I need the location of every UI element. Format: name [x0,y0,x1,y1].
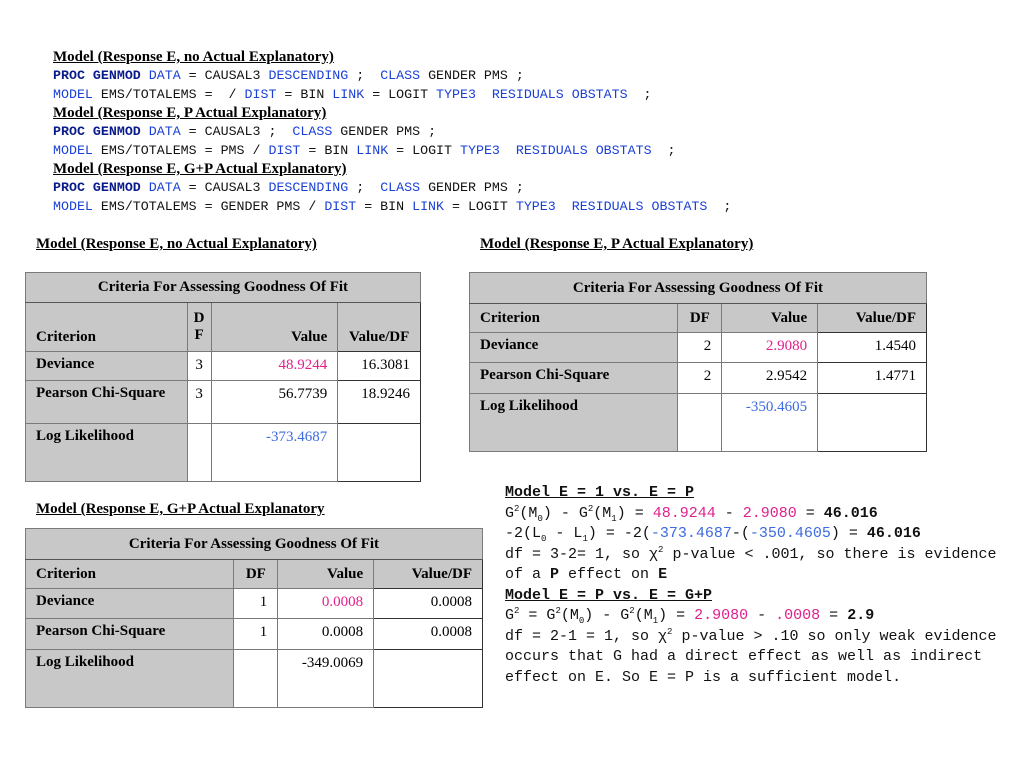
table1-title: Model (Response E, no Actual Explanatory) [36,236,317,252]
col-header-df: DF [234,560,278,589]
col-header-df: D F [187,303,211,352]
cell-value: 2.9542 [722,363,818,394]
row-label-deviance: Deviance [470,333,678,363]
cell-value-deviance: 48.9244 [211,352,338,381]
col-header-df: DF [678,304,722,333]
model1-code-heading: Model (Response E, no Actual Explanatory) [53,49,334,65]
row-label-pearson: Pearson Chi-Square [26,619,234,650]
comparison2-g2-line: $G^2 = G^2(M_0) - G^2(M_1) = 2.9080 - .0008 = 2.9$ [505,606,875,626]
gof-table-model1 [25,272,421,482]
table2-title: Model (Response E, P Actual Explanatory) [480,236,754,252]
cell-df [187,424,211,482]
cell-df: 2 [678,333,722,363]
cell-df: 3 [187,352,211,381]
model1-model-line: MODEL EMS/TOTALEMS = / DIST = BIN LINK = LOGIT TYPE3 RESIDUALS OBSTATS ; [53,87,652,102]
model2-model-line: MODEL EMS/TOTALEMS = PMS / DIST = BIN LINK = LOGIT TYPE3 RESIDUALS OBSTATS ; [53,143,676,158]
col-header-value-df: Value/DF [338,303,421,352]
comparison1-g2-line: $G^2(M_0) - G^2(M_1) = 48.9244 - 2.9080 = 46.016$ [505,503,878,524]
row-label-log-likelihood: Log Likelihood [470,394,678,452]
cell-value-df [374,650,483,708]
cell-value-deviance: 2.9080 [722,333,818,363]
cell-value-df: 1.4540 [818,333,927,363]
cell-value-df: 16.3081 [338,352,421,381]
row-label-deviance: Deviance [26,589,234,619]
col-header-value: Value [278,560,374,589]
cell-df: 1 [234,619,278,650]
cell-df [678,394,722,452]
col-header-value: Value [211,303,338,352]
comparison1-conclusion: df = 3-2= 1, so $\chi^2$ p-value < .001, so there is evidence of a P effect on E [505,544,997,583]
model3-code-heading: Model (Response E, G+P Actual Explanatory) [53,161,347,177]
comparison1-heading: Model E = 1 vs. E = P [505,484,695,501]
cell-value-log-likelihood: -350.4605 [722,394,818,452]
cell-value-df [818,394,927,452]
cell-value-df: 1.4771 [818,363,927,394]
table-caption: Criteria For Assessing Goodness Of Fit [26,273,421,303]
col-header-criterion: Criterion [26,303,188,352]
model2-proc-line: PROC GENMOD DATA = CAUSAL3 ; CLASS GENDER PMS ; [53,124,437,139]
cell-df: 3 [187,381,211,424]
cell-df [234,650,278,708]
table-caption: Criteria For Assessing Goodness Of Fit [26,529,483,560]
cell-df: 1 [234,589,278,619]
col-header-value-df: Value/DF [818,304,927,333]
table3-title: Model (Response E, G+P Actual Explanatory [36,501,325,517]
cell-value-df: 0.0008 [374,619,483,650]
cell-value: 0.0008 [278,619,374,650]
cell-df: 2 [678,363,722,394]
cell-value-df: 0.0008 [374,589,483,619]
col-header-value-df: Value/DF [374,560,483,589]
col-header-value: Value [722,304,818,333]
comparison2-conclusion: df = 2-1 = 1, so $\chi^2$ p-value > .10 so only weak evidence occurs that G had a direct effect as well as indirect effect on E. So E = P is a sufficient model. [505,626,997,686]
row-label-pearson: Pearson Chi-Square [470,363,678,394]
model3-model-line: MODEL EMS/TOTALEMS = GENDER PMS / DIST = BIN LINK = LOGIT TYPE3 RESIDUALS OBSTATS ; [53,199,732,214]
comparison2-heading: Model E = P vs. E = G+P [505,586,713,604]
cell-value-log-likelihood: -349.0069 [278,650,374,708]
col-header-criterion: Criterion [470,304,678,333]
gof-table-model2 [469,272,927,452]
table-caption: Criteria For Assessing Goodness Of Fit [470,273,927,304]
model1-proc-line: PROC GENMOD DATA = CAUSAL3 DESCENDING ; CLASS GENDER PMS ; [53,68,524,83]
gof-table-model3 [25,528,483,708]
model2-code-heading: Model (Response E, P Actual Explanatory) [53,105,327,121]
cell-value-log-likelihood: -373.4687 [211,424,338,482]
row-label-pearson: Pearson Chi-Square [26,381,188,424]
cell-value-df: 18.9246 [338,381,421,424]
sas-code-block [53,48,1013,216]
model3-proc-line: PROC GENMOD DATA = CAUSAL3 DESCENDING ; CLASS GENDER PMS ; [53,180,524,195]
cell-value-df [338,424,421,482]
cell-value-deviance: 0.0008 [278,589,374,619]
row-label-log-likelihood: Log Likelihood [26,650,234,708]
row-label-deviance: Deviance [26,352,188,381]
row-label-log-likelihood: Log Likelihood [26,424,188,482]
comparison1-loglik-line: $-2(L_0 - L_1) = -2(-373.4687-(-350.4605) = 46.016$ [505,525,921,544]
model-comparison-notes [505,483,1015,688]
cell-value: 56.7739 [211,381,338,424]
col-header-criterion: Criterion [26,560,234,589]
